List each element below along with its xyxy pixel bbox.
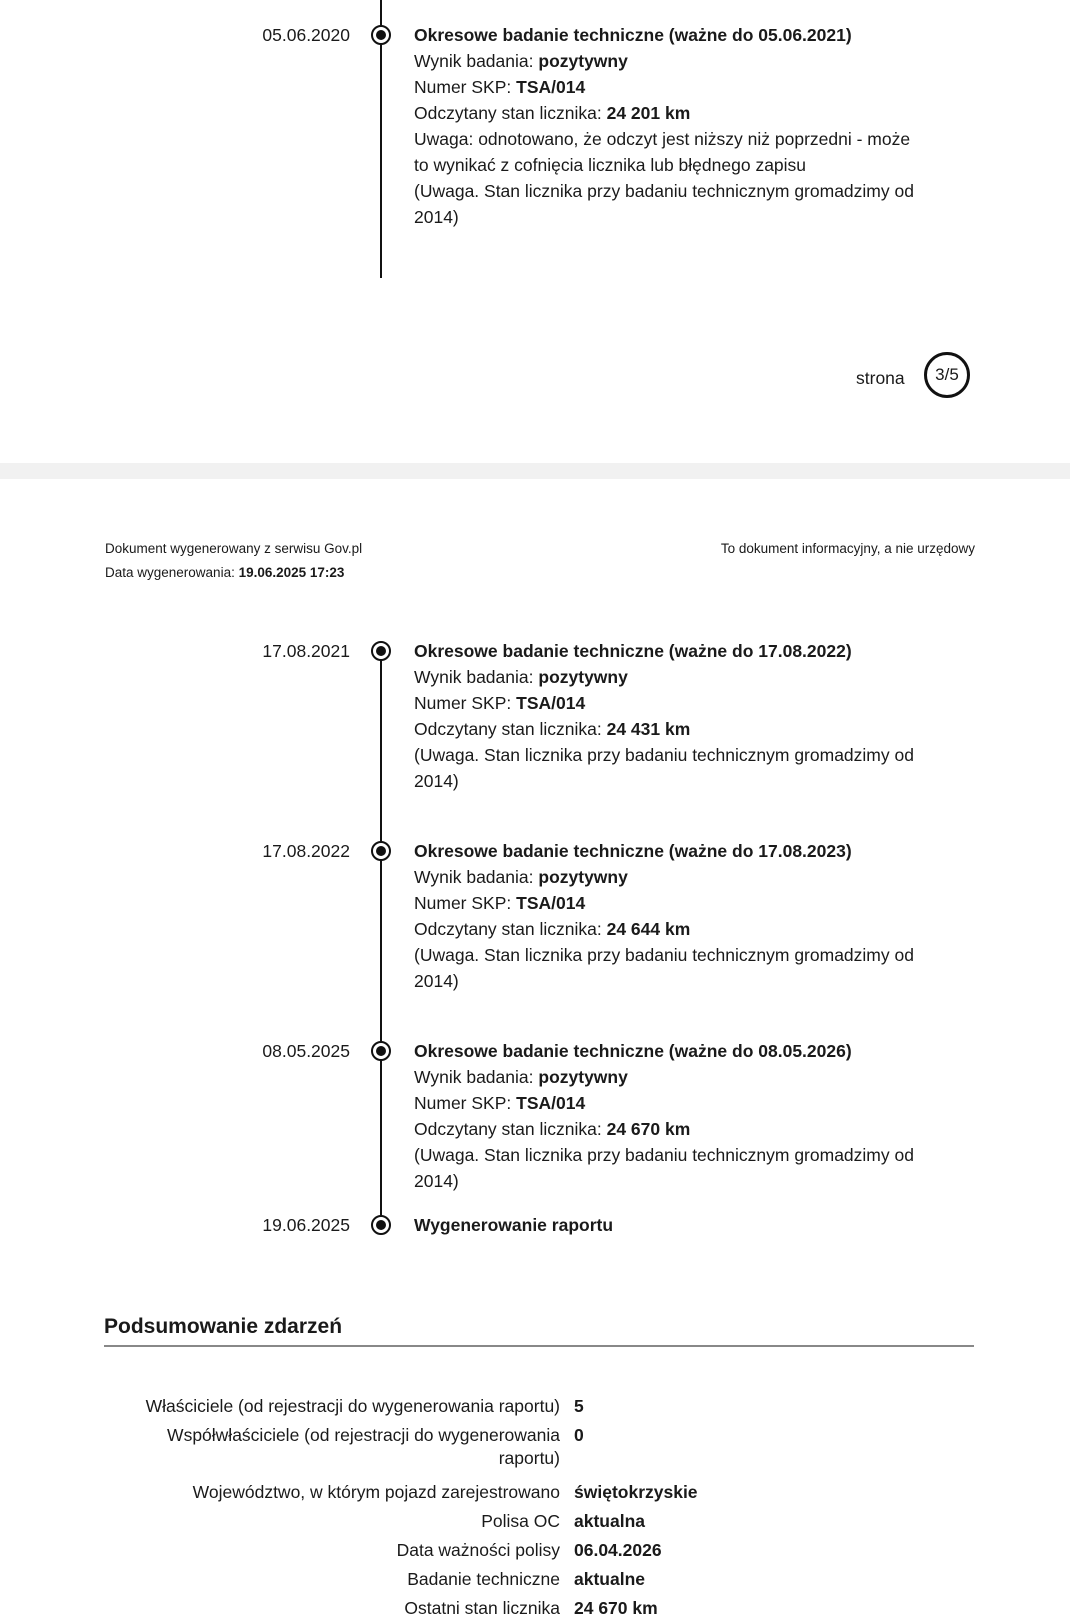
entry-skp-label: Numer SKP: [414, 893, 512, 913]
entry-title: Okresowe badanie techniczne (ważne do 05.06.2021) [414, 25, 852, 45]
entry-odometer [414, 916, 929, 942]
summary-label: Data ważności polisy [396, 1540, 560, 1560]
entry-warning-line: Uwaga: odnotowano, że odczyt jest niższy niż poprzedni - może [414, 129, 911, 149]
summary-value: 24 670 km [574, 1598, 658, 1618]
timeline-body [414, 838, 929, 994]
document-page-4 [0, 479, 1070, 1622]
header-generated [105, 563, 344, 583]
timeline-body [414, 1038, 929, 1194]
entry-odometer [414, 1116, 929, 1142]
summary-label-line: raportu) [498, 1448, 560, 1468]
entry-skp-value: TSA/014 [516, 1093, 586, 1113]
entry-skp-value: TSA/014 [516, 693, 586, 713]
pagination-indicator: 3/5 [924, 352, 970, 398]
entry-note-line: (Uwaga. Stan licznika przy badaniu technicznym gromadzimy od [414, 1145, 914, 1165]
entry-result-label: Wynik badania: [414, 667, 534, 687]
timeline-body [414, 1212, 929, 1238]
summary-label: Ostatni stan licznika [404, 1598, 560, 1618]
summary-value: aktualna [574, 1511, 645, 1531]
summary-label: Województwo, w którym pojazd zarejestrowano [192, 1482, 560, 1502]
header-disclaimer: To dokument informacyjny, a nie urzędowy [720, 541, 975, 556]
entry-note-line: (Uwaga. Stan licznika przy badaniu technicznym gromadzimy od [414, 181, 914, 201]
summary-value: 5 [574, 1396, 584, 1416]
timeline-body [414, 22, 929, 230]
entry-result [414, 664, 929, 690]
entry-odometer-label: Odczytany stan licznika: [414, 103, 602, 123]
entry-skp [414, 74, 929, 100]
entry-skp-label: Numer SKP: [414, 77, 512, 97]
entry-odometer [414, 100, 929, 126]
header-generated-value: 19.06.2025 17:23 [238, 565, 345, 580]
timeline-date: 17.08.2022 [262, 841, 350, 861]
entry-skp-value: TSA/014 [516, 77, 586, 97]
summary-value: 0 [574, 1425, 584, 1445]
summary-divider [104, 1345, 974, 1347]
entry-title: Okresowe badanie techniczne (ważne do 17.08.2023) [414, 841, 852, 861]
summary-label [104, 1424, 560, 1470]
entry-odometer [414, 716, 929, 742]
entry-odometer-label: Odczytany stan licznika: [414, 919, 602, 939]
timeline-date: 08.05.2025 [262, 1041, 350, 1061]
summary-title: Podsumowanie zdarzeń [104, 1315, 343, 1338]
entry-result [414, 1064, 929, 1090]
timeline-body [414, 638, 929, 794]
summary-label: Polisa OC [481, 1511, 560, 1531]
entry-skp [414, 890, 929, 916]
summary-label-line: Współwłaściciele (od rejestracji do wygenerowania [167, 1425, 560, 1445]
entry-title: Okresowe badanie techniczne (ważne do 08.05.2026) [414, 1041, 852, 1061]
entry-skp-value: TSA/014 [516, 893, 586, 913]
summary-label: Właściciele (od rejestracji do wygenerowania raportu) [145, 1396, 560, 1416]
entry-result [414, 48, 929, 74]
summary-value: aktualne [574, 1569, 645, 1589]
timeline-date: 17.08.2021 [262, 641, 350, 661]
entry-result [414, 864, 929, 890]
entry-title: Wygenerowanie raportu [414, 1215, 614, 1235]
entry-odometer-label: Odczytany stan licznika: [414, 1119, 602, 1139]
timeline-dot-icon [371, 1215, 391, 1235]
header-source: Dokument wygenerowany z serwisu Gov.pl [105, 541, 363, 556]
entry-result-value: pozytywny [538, 667, 628, 687]
timeline-line [380, 650, 382, 1225]
entry-note-line: (Uwaga. Stan licznika przy badaniu technicznym gromadzimy od [414, 745, 914, 765]
entry-note-line: 2014) [414, 207, 459, 227]
entry-skp-label: Numer SKP: [414, 693, 512, 713]
summary-value: świętokrzyskie [574, 1482, 698, 1502]
entry-note-line: 2014) [414, 771, 459, 791]
entry-skp-label: Numer SKP: [414, 1093, 512, 1113]
timeline-dot-icon [371, 641, 391, 661]
entry-result-label: Wynik badania: [414, 1067, 534, 1087]
page-separator [0, 463, 1070, 479]
entry-odometer-value: 24 644 km [606, 919, 691, 939]
entry-note-line: 2014) [414, 971, 459, 991]
entry-skp [414, 690, 929, 716]
entry-result-label: Wynik badania: [414, 867, 534, 887]
document-page-3 [0, 0, 1070, 463]
entry-result-value: pozytywny [538, 51, 628, 71]
entry-result-value: pozytywny [538, 1067, 628, 1087]
entry-note-line: (Uwaga. Stan licznika przy badaniu technicznym gromadzimy od [414, 945, 914, 965]
summary-value: 06.04.2026 [574, 1540, 662, 1560]
entry-result-value: pozytywny [538, 867, 628, 887]
pagination-label: strona [856, 368, 905, 388]
timeline-date: 05.06.2020 [262, 25, 350, 45]
entry-odometer-value: 24 201 km [606, 103, 691, 123]
entry-odometer-label: Odczytany stan licznika: [414, 719, 602, 739]
entry-result-label: Wynik badania: [414, 51, 534, 71]
timeline-dot-icon [371, 1041, 391, 1061]
entry-odometer-value: 24 670 km [606, 1119, 691, 1139]
timeline-date: 19.06.2025 [262, 1215, 350, 1235]
entry-note-line: 2014) [414, 1171, 459, 1191]
entry-title: Okresowe badanie techniczne (ważne do 17.08.2022) [414, 641, 852, 661]
entry-skp [414, 1090, 929, 1116]
header-generated-label: Data wygenerowania: [105, 565, 235, 580]
timeline-dot-icon [371, 841, 391, 861]
summary-label: Badanie techniczne [407, 1569, 560, 1589]
entry-warning-line: to wynikać z cofnięcia licznika lub błędnego zapisu [414, 155, 807, 175]
entry-odometer-value: 24 431 km [606, 719, 691, 739]
timeline-dot-icon [371, 25, 391, 45]
